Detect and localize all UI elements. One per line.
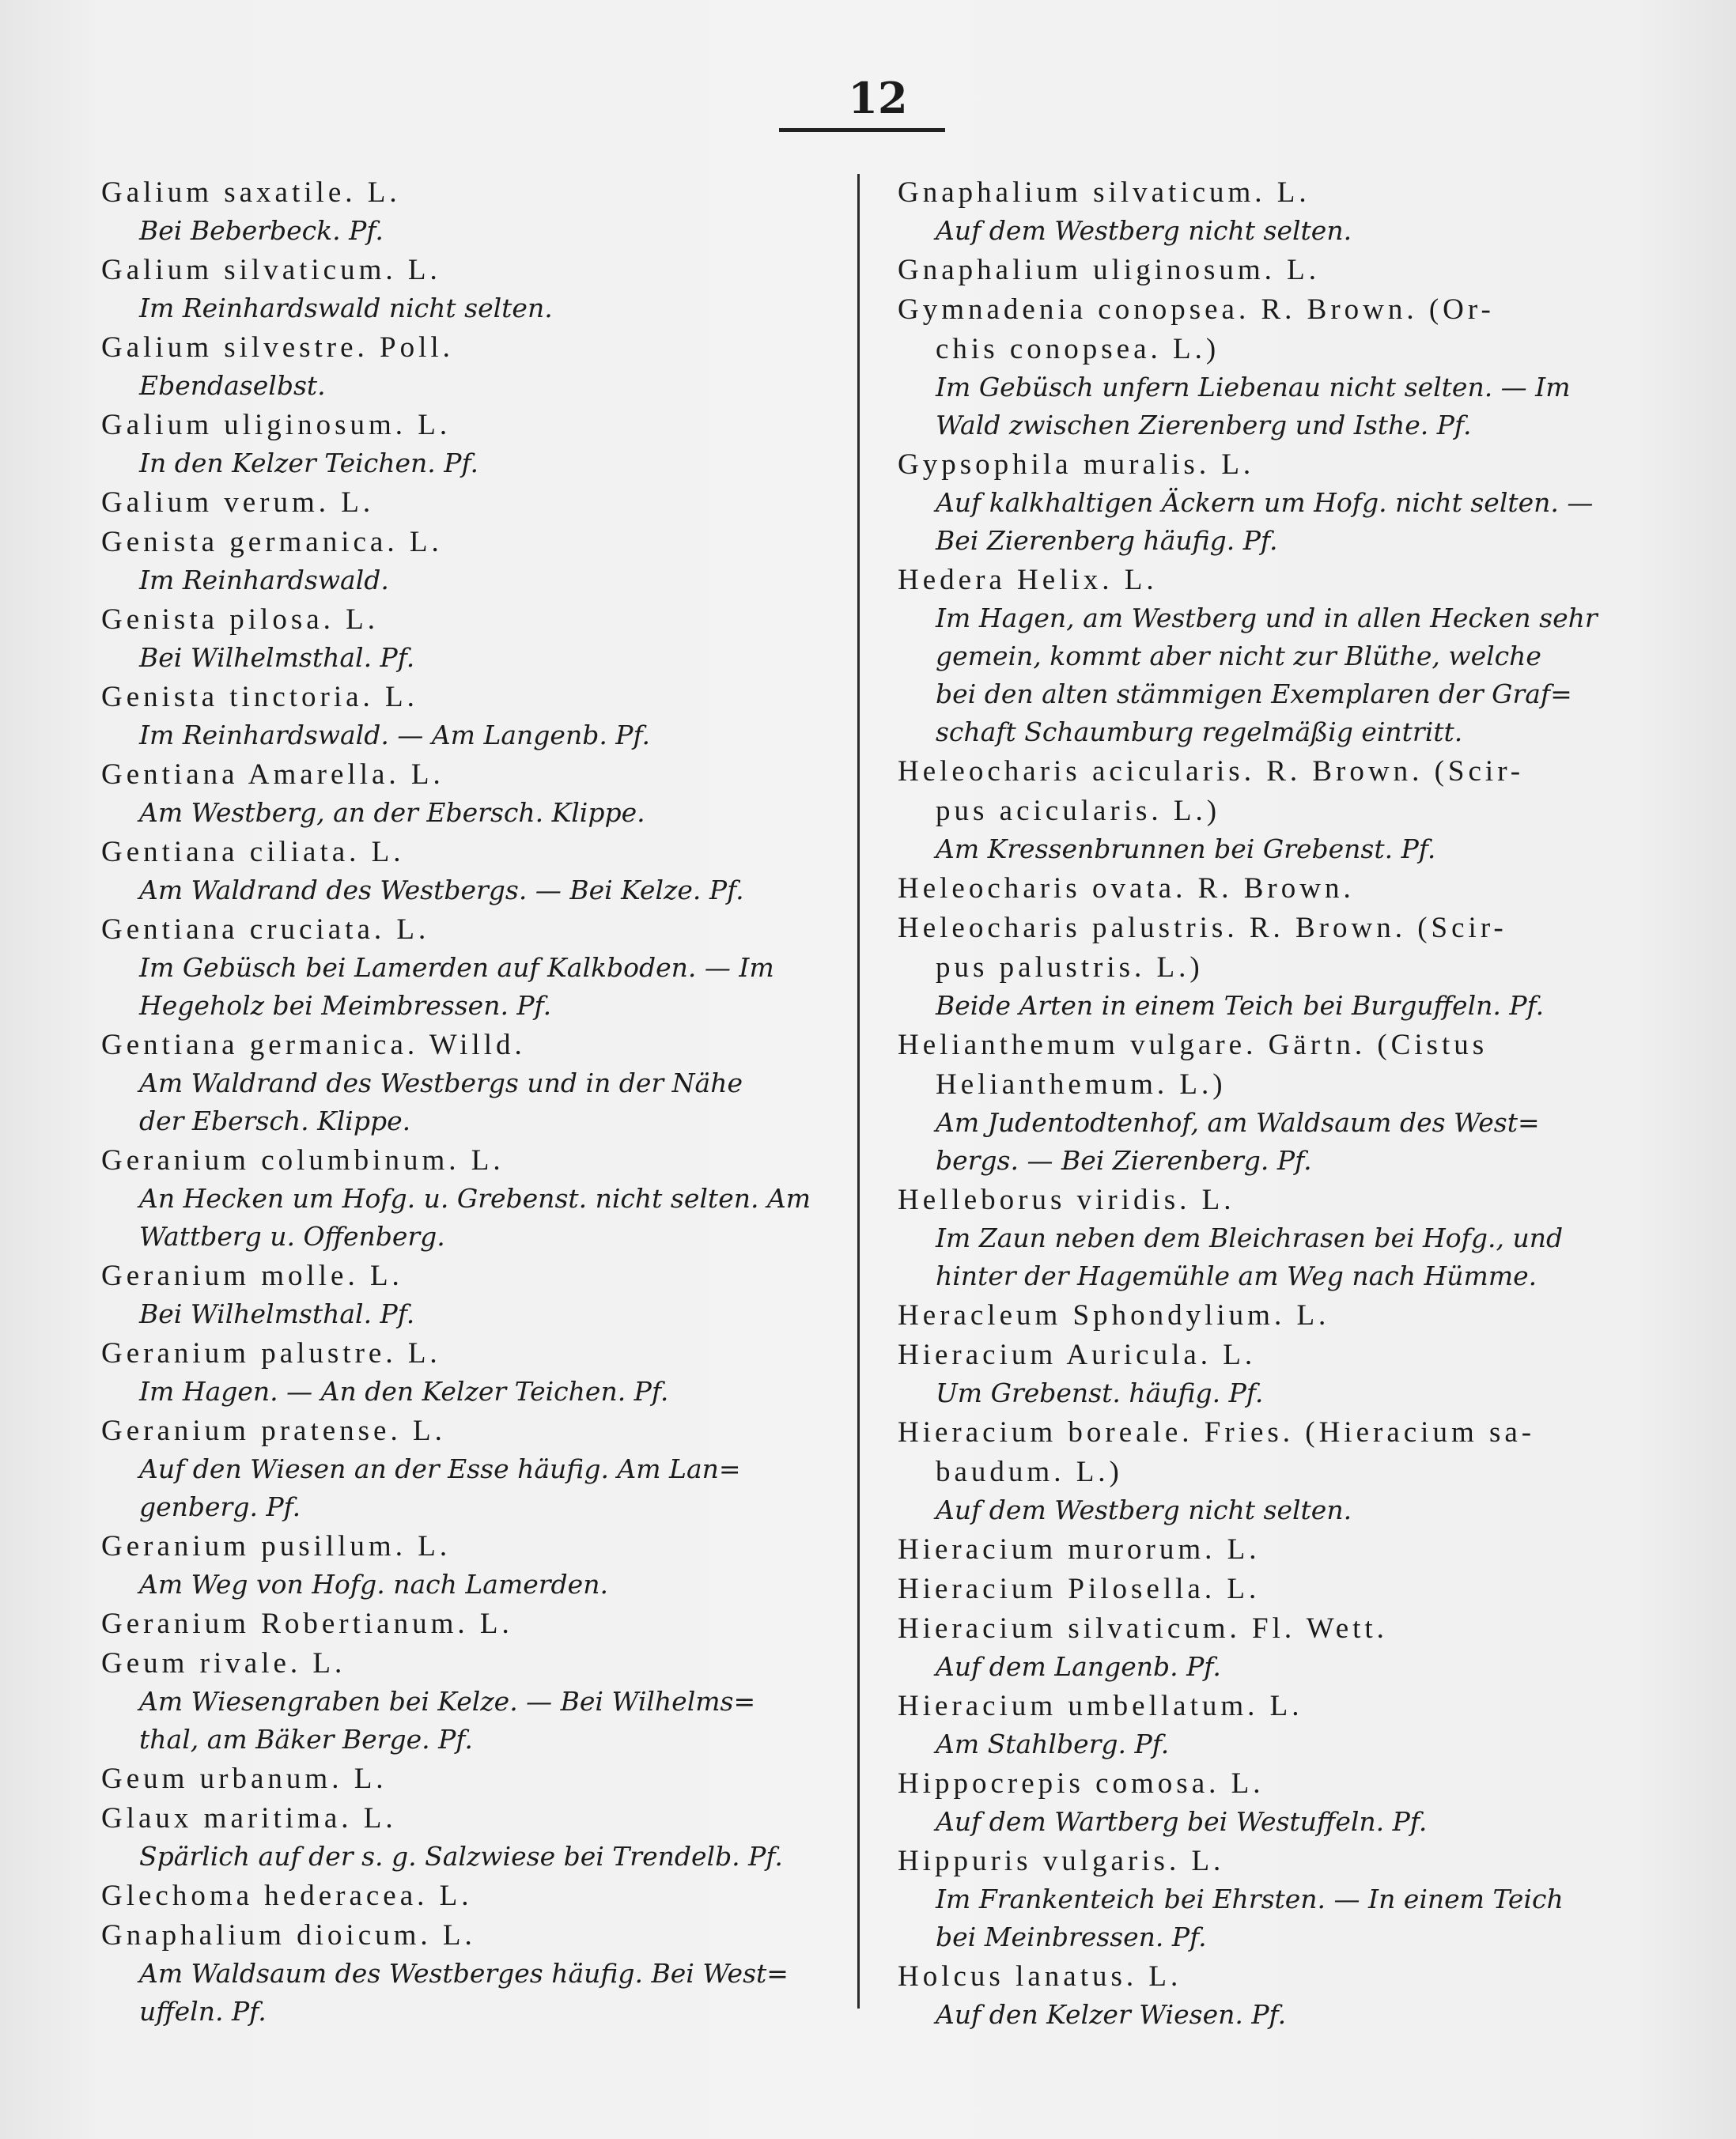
species-entry	[101, 174, 868, 250]
species-name: Geum urbanum. L.	[101, 1763, 388, 1795]
species-name: Heleocharis palustris. R. Brown. (Scir-	[898, 912, 1507, 944]
species-entry	[898, 1181, 1624, 1295]
species-name-continued: baudum. L.)	[936, 1456, 1123, 1488]
species-entry	[101, 1412, 868, 1526]
species-entry	[898, 446, 1624, 560]
locality-text: Auf kalkhaltigen Äckern um Hofg. nicht selten. —	[936, 487, 1594, 518]
species-entry	[898, 561, 1624, 751]
locality-text: Im Reinhardswald. — Am Langenb. Pf.	[139, 720, 651, 750]
page-number: 12	[848, 73, 908, 123]
locality-text: Bei Wilhelmsthal. Pf.	[139, 1298, 415, 1329]
locality-text: Am Weg von Hofg. nach Lamerden.	[139, 1569, 608, 1600]
species-entry	[898, 1336, 1624, 1412]
species-name: Gentiana ciliata. L.	[101, 836, 405, 868]
species-name: Heracleum Sphondylium. L.	[898, 1299, 1330, 1332]
species-name: Gymnadenia conopsea. R. Brown. (Or-	[898, 293, 1495, 326]
species-entry	[101, 1917, 868, 2031]
locality-text: bei den alten stämmigen Exemplaren der Graf=	[936, 678, 1572, 709]
species-entry	[898, 1842, 1624, 1956]
species-name: Gentiana cruciata. L.	[101, 913, 430, 946]
species-name: Helleborus viridis. L.	[898, 1184, 1235, 1216]
species-entry	[898, 1297, 1624, 1335]
species-entry	[101, 911, 868, 1025]
species-entry	[898, 753, 1624, 868]
species-name: Gentiana Amarella. L.	[101, 758, 444, 791]
species-name: Holcus lanatus. L.	[898, 1960, 1182, 1993]
right-column	[898, 172, 1624, 2034]
locality-text: schaft Schaumburg regelmäßig eintritt.	[936, 716, 1463, 747]
locality-text: Auf dem Westberg nicht selten.	[936, 215, 1352, 246]
locality-text: Im Frankenteich bei Ehrsten. — In einem Teich	[936, 1884, 1564, 1914]
species-entry	[101, 523, 868, 599]
locality-text: Im Reinhardswald.	[139, 565, 389, 595]
species-name: Hieracium umbellatum. L.	[898, 1690, 1303, 1722]
species-name: Geranium pusillum. L.	[101, 1530, 452, 1563]
locality-text: gemein, kommt aber nicht zur Blüthe, welche	[936, 641, 1541, 671]
species-name: Galium silvestre. Poll.	[101, 331, 454, 364]
locality-text: Um Grebenst. häufig. Pf.	[936, 1378, 1264, 1408]
species-name: Gnaphalium dioicum. L.	[101, 1919, 476, 1952]
locality-text: Bei Wilhelmsthal. Pf.	[139, 642, 415, 673]
species-entry	[101, 1257, 868, 1333]
species-entry	[898, 1414, 1624, 1529]
species-name: Geum rivale. L.	[101, 1647, 346, 1680]
locality-text: Ebendaselbst.	[139, 370, 326, 401]
species-entry	[898, 1610, 1624, 1686]
species-entry	[101, 756, 868, 832]
species-name: Glechoma hederacea. L.	[101, 1880, 473, 1912]
species-entry	[898, 1570, 1624, 1608]
species-name: Helianthemum vulgare. Gärtn. (Cistus	[898, 1029, 1488, 1061]
locality-text: An Hecken um Hofg. u. Grebenst. nicht selten. Am	[139, 1183, 811, 1214]
species-name: Heleocharis ovata. R. Brown.	[898, 872, 1355, 905]
species-name-continued: pus acicularis. L.)	[936, 795, 1221, 827]
species-name: Genista tinctoria. L.	[101, 681, 418, 713]
species-entry	[101, 1528, 868, 1604]
locality-text: Wattberg u. Offenberg.	[139, 1221, 445, 1252]
locality-text: Auf den Kelzer Wiesen. Pf.	[936, 1999, 1287, 2030]
species-name: Geranium palustre. L.	[101, 1337, 441, 1370]
species-name: Hippocrepis comosa. L.	[898, 1767, 1265, 1800]
species-entry	[898, 1531, 1624, 1569]
species-name-continued: chis conopsea. L.)	[936, 333, 1220, 365]
species-entry	[101, 406, 868, 482]
species-name: Hieracium boreale. Fries. (Hieracium sa-	[898, 1416, 1536, 1449]
locality-text: Am Stahlberg. Pf.	[936, 1729, 1170, 1759]
locality-text: Auf dem Westberg nicht selten.	[936, 1495, 1352, 1525]
species-name: Hippuris vulgaris. L.	[898, 1845, 1225, 1877]
left-column	[101, 172, 868, 2031]
locality-text: Wald zwischen Zierenberg und Isthe. Pf.	[936, 410, 1472, 440]
species-name: Hieracium Pilosella. L.	[898, 1573, 1261, 1605]
species-entry	[101, 1142, 868, 1256]
locality-text: Auf dem Wartberg bei Westuffeln. Pf.	[936, 1806, 1428, 1837]
locality-text: bei Meinbressen. Pf.	[936, 1922, 1207, 1952]
species-entry	[898, 1958, 1624, 2034]
species-entry	[101, 1026, 868, 1140]
locality-text: Am Kressenbrunnen bei Grebenst. Pf.	[936, 833, 1436, 864]
locality-text: der Ebersch. Klippe.	[139, 1105, 411, 1136]
locality-text: Im Zaun neben dem Bleichrasen bei Hofg., und	[936, 1223, 1564, 1253]
species-entry	[101, 251, 868, 327]
locality-text: Auf den Wiesen an der Esse häufig. Am Lan=	[139, 1453, 741, 1484]
species-entry	[101, 1605, 868, 1643]
species-entry	[101, 1760, 868, 1798]
species-entry	[101, 678, 868, 754]
locality-text: bergs. — Bei Zierenberg. Pf.	[936, 1145, 1312, 1176]
locality-text: Am Waldsaum des Westberges häufig. Bei West=	[139, 1958, 789, 1989]
species-entry	[101, 601, 868, 677]
species-entry	[101, 833, 868, 909]
species-entry	[101, 1800, 868, 1876]
species-entry	[898, 1687, 1624, 1763]
species-entry	[101, 1877, 868, 1915]
locality-text: Im Reinhardswald nicht selten.	[139, 293, 553, 323]
locality-text: Am Wiesengraben bei Kelze. — Bei Wilhelms=	[139, 1686, 756, 1717]
species-name: Galium verum. L.	[101, 486, 375, 519]
species-name-continued: pus palustris. L.)	[936, 951, 1204, 984]
species-name: Geranium Robertianum. L.	[101, 1608, 513, 1640]
species-name: Geranium columbinum. L.	[101, 1144, 505, 1177]
species-entry	[101, 1335, 868, 1411]
species-name: Genista germanica. L.	[101, 526, 443, 558]
species-name: Hieracium murorum. L.	[898, 1533, 1261, 1566]
species-name: Heleocharis acicularis. R. Brown. (Scir-	[898, 755, 1525, 788]
locality-text: Bei Beberbeck. Pf.	[139, 215, 384, 246]
locality-text: Am Judentodtenhof, am Waldsaum des West=	[936, 1107, 1540, 1138]
locality-text: Am Waldrand des Westbergs. — Bei Kelze. Pf.	[139, 875, 744, 905]
locality-text: Im Gebüsch unfern Liebenau nicht selten. — Im	[936, 372, 1571, 402]
locality-text: Hegeholz bei Meimbressen. Pf.	[139, 990, 552, 1021]
species-name: Hieracium Auricula. L.	[898, 1339, 1257, 1371]
species-name: Gnaphalium silvaticum. L.	[898, 176, 1311, 209]
species-entry	[898, 251, 1624, 289]
locality-text: Im Gebüsch bei Lamerden auf Kalkboden. — Im	[139, 952, 774, 983]
species-name: Galium silvaticum. L.	[101, 254, 441, 286]
species-entry	[898, 174, 1624, 250]
species-name: Galium uliginosum. L.	[101, 409, 452, 441]
species-entry	[101, 1645, 868, 1759]
species-name: Galium saxatile. L.	[101, 176, 401, 209]
locality-text: Beide Arten in einem Teich bei Burguffeln. Pf.	[936, 990, 1545, 1021]
species-name: Geranium molle. L.	[101, 1260, 403, 1292]
species-name: Glaux maritima. L.	[101, 1802, 397, 1835]
species-entry	[898, 909, 1624, 1025]
species-entry	[898, 1026, 1624, 1180]
locality-text: hinter der Hagemühle am Weg nach Hümme.	[936, 1260, 1537, 1291]
species-entry	[898, 291, 1624, 444]
header-rule	[779, 128, 945, 132]
species-entry	[898, 1765, 1624, 1841]
species-entry	[101, 484, 868, 522]
species-entry	[898, 870, 1624, 908]
locality-text: Auf dem Langenb. Pf.	[936, 1651, 1221, 1682]
locality-text: thal, am Bäker Berge. Pf.	[139, 1724, 473, 1755]
locality-text: Im Hagen, am Westberg und in allen Hecken sehr	[936, 603, 1598, 633]
locality-text: Am Westberg, an der Ebersch. Klippe.	[139, 797, 645, 828]
locality-text: In den Kelzer Teichen. Pf.	[139, 448, 478, 478]
locality-text: Am Waldrand des Westbergs und in der Nähe	[139, 1068, 743, 1098]
species-name: Hedera Helix. L.	[898, 564, 1158, 596]
species-name: Gnaphalium uliginosum. L.	[898, 254, 1321, 286]
locality-text: uffeln. Pf.	[139, 1996, 267, 2027]
species-name-continued: Helianthemum. L.)	[936, 1068, 1227, 1101]
species-entry	[101, 329, 868, 405]
species-name: Hieracium silvaticum. Fl. Wett.	[898, 1612, 1388, 1645]
locality-text: Im Hagen. — An den Kelzer Teichen. Pf.	[139, 1376, 669, 1407]
species-name: Gentiana germanica. Willd.	[101, 1029, 526, 1061]
species-name: Geranium pratense. L.	[101, 1415, 446, 1447]
locality-text: Bei Zierenberg häufig. Pf.	[936, 525, 1278, 556]
species-name: Genista pilosa. L.	[101, 603, 380, 636]
locality-text: Spärlich auf der s. g. Salzwiese bei Trendelb. Pf.	[139, 1841, 783, 1872]
locality-text: genberg. Pf.	[139, 1491, 301, 1522]
species-name: Gypsophila muralis. L.	[898, 448, 1255, 481]
